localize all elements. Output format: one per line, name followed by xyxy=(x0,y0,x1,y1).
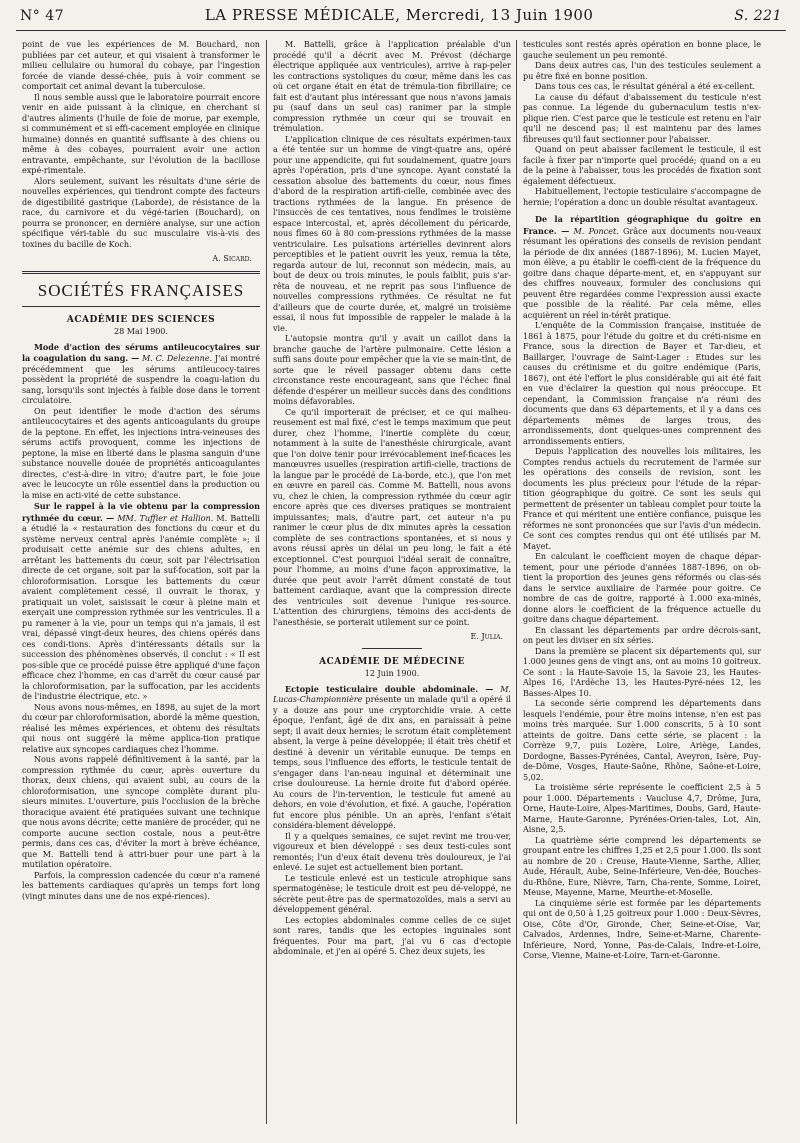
article-text: J'ai montré précédemment que les sérums antileucocy-taires possèdent la propriété de suspendre la coagu-lation du sang, lorsqu'ils sont injectés à faible dose dans le torrent circulatoire. xyxy=(22,354,260,405)
paragraph: Depuis l'application des nouvelles lois militaires, les Comptes rendus actuels du recrutement de l'armée sur les opérations des conseils de revision, sont les documents les plus précieux pour l'étude de la répar-tition géographique du goitre. Ce sont les seuls qui permettent de présenter un tableau complet pour toute la France et qui méritent une entière confiance, puisque les réformes ne sont prononcées que sur l'avis d'un médecin. Ce sont ces comptes rendus qui ont été utilisés par M. Mayet. xyxy=(523,447,761,551)
paragraph: On peut identifier le mode d'action des sérums antileucocytaires et des agents anticoagulants du groupe de la peptone. En effet, les injections intra-veineuses des sérums actifs provoquent, comme les injections de peptone, la mise en liberté dans le plasma sanguin d'une substance nouvelle douée de propriétés anticoagulantes directes, c'est-à-dire in vitro; d'autre part, le foie joue avec le leucocyte un rôle essentiel dans la production ou la mise en acti-vité de cette substance. xyxy=(22,406,260,500)
article-author: M. C. Delezenne. xyxy=(142,354,213,363)
paragraph: testicules sont restés après opération en bonne place, le gauche seulement un peu remonté. xyxy=(523,40,761,60)
paragraph: Quand on peut abaisser facilement le testicule, il est facile à fixer par n'importe quel procédé; quand on a eu de la peine à l'abaisser, tous les procédés de fixation sont également défectueux. xyxy=(523,145,761,186)
column-rule xyxy=(266,40,267,1124)
section-title: SOCIÉTÉS FRANÇAISES xyxy=(22,280,260,307)
paragraph: En classant les départements par ordre décrois-sant, on peut les diviser en six séries. xyxy=(523,625,761,645)
paragraph: point de vue les expériences de M. Bouchard, non publiées par cet auteur, et qui visaient à transformer le milieu cellulaire ou humoral du cobaye, par l'ingestion forcée de viande dessé-chée, puis à voir comment se comportait cet animal devant la tuberculose. xyxy=(22,40,260,91)
article-title: Mode d'action des sérums antileucocytaires sur la coagulation du sang. — xyxy=(22,341,260,363)
paragraph: L'enquête de la Commission française, instituée de 1861 à 1875, pour l'étude du goitre et du créti-nisme en France, sous la direction de Bayer et Tar-dieu, et Baillarger, l'ouvrage de Saint-Lager : Etudes sur les causes du crétinisme et du goitre endémique (Paris, 1867), ont été l'effort le plus considérable qui ait été fait en vue d'éclairer la question qui nous préoccupe. Et cependant, la Commission française n'a réuni des documents que dans 63 départements, et il y a dans ces départements mêmes de larges trous, des arrondissements, dont quelques-unes comprennent des arrondissements entiers. xyxy=(523,321,761,446)
column-3 xyxy=(523,40,761,1136)
article-title: Ectopie testiculaire double abdominale. — xyxy=(285,683,494,694)
article-text: M. Battelli a étudié la « restauration des fonctions du cœur et du système nerveux central après l'anémie complète »; il produisait cette anémie sur des chiens adultes, en arrêtant les battements du cœur, soit par l'électrisation directe de cet organe, soit par la suf-focation, soit par la chloroformisation. Lorsque les battements du cœur avaient complètement cessé, il ouvrait le thorax, y pratiquait un volet, saisissait le cœur à pleine main et exerçait une compression rythmée sur les ventricules. Il a pu ramener à la vie, pour un temps qui n'a jamais, il est vrai, dépassé vingt-deux heures, des chiens opérés dans ces condi-tions. Après d'intéressants détails sur la succession des phénomènes observés, il conclut : « Il est pos-sible que ce procédé puisse être appliqué d'une façon efficace chez l'homme, en cas d'arrêt du cœur causé par la chloroformisation, par la suffocation, par les accidents de l'industrie électrique, etc. » xyxy=(22,513,260,701)
paragraph: Nous avons rappelé définitivement à la santé, par la compression rythmée du cœur, après ouverture du thorax, deux chiens, qui avaient subi, au cours de la chloroformisation, une syncope complète durant plu-sieurs minutes. L'ouverture, puis l'occlusion de la brèche thoracique avaient été pratiquées suivant une technique que nous avons décrite; cette manière de procéder, qui ne comporte aucune section costale, nous a peut-être permis, dans ces cas, d'éviter la mort à brève échéance, que M. Battelli tend à attri-buer pour une part à la mutilation opératoire. xyxy=(22,755,260,869)
column-1 xyxy=(22,40,260,1136)
paragraph: Habituellement, l'ectopie testiculaire s'accompagne de hernie; l'opération a donc un double résultat avantageux. xyxy=(523,187,761,207)
article-text: présente un malade qu'il a opéré il y a douze ans pour une cryptorchidie vraie. A cette époque, l'enfant, âgé de dix ans, en paraissait à peine sept; il avait deux hernies; le scrotum était complètement absent, la verge à peine développée; il était très chétif et destiné à devenir un véritable eunuque. De temps en temps, sous l'influence des efforts, le testicule tentait de s'engager dans l'an-neau inguinal et déterminait une crise douloureuse. La hernie droite fut d'abord opérée. Au cours de l'in-tervention, le testicule fut amené au dehors, en voie d'évolution, et fixé. A gauche, l'opération fut encore plus pénible. Un an après, l'enfant s'était considéra-blement développé. xyxy=(273,695,511,830)
section-divider xyxy=(22,271,260,274)
article xyxy=(22,342,260,407)
article xyxy=(523,214,761,321)
divider xyxy=(362,648,422,649)
paragraph: Alors seulement, suivant les résultats d'une série de nouvelles expériences, qui tiendront compte des facteurs de digestibilité gastrique (Laborde), de résistance de la race, du carnivore et du végé-tarien (Bouchard), on pourra se prononcer, en dernière analyse, sur une action spécifique véri-table du suc musculaire vis-à-vis des toxines du bacille de Koch. xyxy=(22,176,260,249)
newspaper-page xyxy=(16,6,786,1136)
paragraph: Le testicule enlevé est un testicule atrophique sans spermatogénèse; le testicule droit est peu dé-veloppé, ne sécrète peut-être pas de spermatozoïdes, mais a servi au développement général. xyxy=(273,873,511,914)
paragraph: La troisième série représente le coefficient 2,5 à 5 pour 1.000. Départements : Vaucluse 4,7, Drôme, Jura, Orne, Haute-Loire, Alpes-Maritimes, Doubs, Gard, Haute-Marne, Haute-Garonne, Pyrénées-Orien-tales, Lot, Ain, Aisne, 2,5. xyxy=(523,783,761,834)
paragraph: Dans deux autres cas, l'un des testicules seulement a pu être fixé en bonne position. xyxy=(523,61,761,81)
session-date: 28 Mai 1900. xyxy=(113,327,168,336)
paragraph: Parfois, la compression cadencée du cœur n'a ramené les battements cardiaques qu'après un temps fort long (vingt minutes dans une de nos expé-riences). xyxy=(22,870,260,901)
paragraph: La cinquième série est formée par les départements qui ont de 0,50 à 1,25 goitreux pour 1.000 : Deux-Sèvres, Oise, Côte d'Or, Gironde, Cher, Seine-et-Oise, Var, Calvados, Ardennes, Indre, Seine-et-Marne, Charente-Inférieure, Nord, Yonne, Pas-de-Calais, Indre-et-Loire, Corse, Vienne, Maine-et-Loire, Tarn-et-Garonne. xyxy=(523,898,761,960)
paragraph: Dans la première se placent six départements qui, sur 1.000 jeunes gens de vingt ans, ont au moins 10 goitreux. Ce sont : la Haute-Savoie 15, la Savoie 23, les Hautes-Alpes 16, l'Ardèche 13, les Hautes-Pyré-nées 12, les Basses-Alpes 10. xyxy=(523,646,761,698)
paragraph: Ce qu'il importerait de préciser, et ce qui malheu-reusement est mal fixé, c'est le temps maximum que peut durer, chez l'homme, l'inertie complète du cœur, notamment à la suite de l'anesthésie chirurgicale, avant que l'on doive tenir pour irrévocablement inef-ficaces les manœuvres usuelles (respiration artifi-cielle, tractions de la langue par le procédé de La-borde, etc.), que l'on met en œuvre en pareil cas. Comme M. Battelli, nous avons vu, chez le chien, la compression rythmée du cœur agir encore après que ces diverses pratiques se montraient impuissantes; mais, d'autre part, cet auteur n'a pu ranimer le cœur plus de dix minutes après la cessation complète de ses contractions spontanées, et si nous y avons réussi après un délai un peu long, le fait a été exceptionnel. C'est pourquoi l'idéal serait de connaître, pour l'homme, au moins d'une façon approximative, la durée que peut avoir l'arrêt dûment constaté de tout battement cardiaque, avant que la compression directe des ventricules soit devenue l'unique res-source. L'attention des chirurgiens, témoins des acci-dents de l'anesthésie, se porterait utilement sur ce point. xyxy=(273,407,511,627)
article-text: Grâce aux documents nou-veaux résumant les opérations des conseils de revision pendant la période de dix années (1887-1896), M. Lucien Mayet, mon élève, a pu établir le coeffi-cient de la fréquence du goitre dans chaque départe-ment, et, en s'appuyant sur des chiffres nouveaux, formuler des conclusions qui peuvent être regardées comme l'expression aussi exacte que possible de la réalité. Par cela même, elles acquièrent un réel in-térêt pratique. xyxy=(523,226,761,320)
columns xyxy=(16,40,786,1136)
author-signature: A. Sicard. xyxy=(212,254,252,263)
paragraph: Il nous semble aussi que le laboratoire pourrait encore venir en aide puissant à la clinique, en cherchant si d'autres aliments (l'huile de foie de morue, par exemple, si communément et si effi-cacement employée en clinique humaine) donnés en quantité suffisante à des chiens ou même à des cobayes, pourraient avoir une action entravante, empêchante, sur l'évolution de la bacillose expé-rimentale. xyxy=(22,92,260,175)
page-number: S. 221 xyxy=(734,8,782,24)
masthead-title: LA PRESSE MÉDICALE, Mercredi, 13 Juin 1900 xyxy=(204,6,594,24)
page-header xyxy=(16,6,786,31)
article-author: MM. Tuffier et Hallion. xyxy=(117,513,214,523)
paragraph: L'application clinique de ces résultats expérimen-taux a été tentée sur un homme de vingt-quatre ans, opéré pour une appendicite, qui fut soudainement, quatre jours après l'opération, pris d'une syncope. Ayant constaté la cessation absolue des battements du cœur, nous fîmes d'abord de la respiration artifi-cielle, combinée avec des tractions rythmées de la langue. En présence de l'insuccès de ces tentatives, nous fendîmes le troisième espace intercostal, et, après décollement du péricarde, nous fîmes 60 à 80 com-pressions rythmées de la masse ventriculaire. Les pulsations artérielles devinrent alors perceptibles et le patient ouvrit les yeux, remua la tête, regarda autour de lui, reconnut son médecin, mais, au bout de deux ou trois minutes, le pouls faiblit, puis s'ar-rêta de nouveau, et ne reprit pas sous l'influence de nouvelles compressions rythmées. Ce résultat ne fut d'ailleurs que de courte durée, et, malgré un troisième essai, il nous fut impossible de rappeler le malade à la vie. xyxy=(273,134,511,333)
session-date: 12 Juin 1900. xyxy=(364,669,420,678)
paragraph: Les ectopies abdominales comme celles de ce sujet sont rares, tandis que les ectopies inguinales sont fréquentes. Pour ma part, j'ai vu 6 cas d'ectopie abdominale, et j'en ai opéré 5. Chez deux sujets, les xyxy=(273,915,511,956)
paragraph: En calculant le coefficient moyen de chaque dépar-tement, pour une période d'années 1887-1896, on ob-tient la proportion des jeunes gens réformés ou clas-sés dans le service auxiliaire de l'armée pour goitre. Ce nombre de cas de goitre, rapporté à 1.000 exa-minés, donne alors le coefficient de la fréquence actuelle du goitre dans chaque département. xyxy=(523,552,761,624)
paragraph: M. Battelli, grâce à l'application préalable d'un procédé qu'il a décrit avec M. Prévost (décharge électrique appliquée aux ventricules), arrive à rap-peler les contractions systoliques du cœur, même dans les cas où cet organe était en état de trémula-tion fibrillaire; ce fait est d'autant plus intéressant que nous n'avons jamais pu (sauf dans un seul cas) ranimer par la simple compression rythmée un cœur qui se trouvait en trémulation. xyxy=(273,40,511,133)
academy-heading: ACADÉMIE DE MÉDECINE xyxy=(319,656,465,667)
paragraph: La quatrième série comprend les départements se groupant entre les chiffres 1,25 et 2,5 pour 1.000. Ils sont au nombre de 20 : Creuse, Haute-Vienne, Sarthe, Allier, Aude, Hérault, Aube, Seine-Inférieure, Ven-dée, Bouches-du-Rhône, Eure, Nièvre, Tarn, Cha-rente, Somme, Loiret, Meuse, Mayenne, Marne, Meurthe-et-Moselle. xyxy=(523,835,761,897)
author-signature: E. Julia. xyxy=(470,632,503,641)
article-author: M. Lucas-Championnière xyxy=(273,684,511,704)
article-title: Sur le rappel à la vie obtenu par la compression rythmée du cœur. — xyxy=(22,501,260,523)
paragraph: Nous avons nous-mêmes, en 1898, au sujet de la mort du cœur par chloroformisation, abordé la même question, réalisé les mêmes expériences, et obtenu des résultats qui nous ont suggéré la même applica-tion pratique relative aux syncopes cardiaques chez l'homme. xyxy=(22,702,260,754)
paragraph: La cause du défaut d'abaissement du testicule n'est pas connue. La légende du gubernaculum testis n'ex-plique rien. C'est parce que le testicule est retenu en l'air qu'il ne descend pas; il est maintenu par des lames fibreuses qu'il faut sectionner pour l'abaisser. xyxy=(523,92,761,144)
issue-number: N° 47 xyxy=(20,8,65,24)
paragraph: Il y a quelques semaines, ce sujet revint me trou-ver, vigoureux et bien développé : ses deux testi-cules sont remontés; l'un d'eux était devenu très douloureux, je l'ai enlevé. Le sujet est actuellement bien portant. xyxy=(273,831,511,872)
column-rule xyxy=(516,40,517,1124)
article-title: De la répartition géographique du goitre en France. — xyxy=(523,214,761,236)
article xyxy=(273,684,511,832)
paragraph: La seconde série comprend les départements dans lesquels l'endémie, pour être moins intense, n'en est pas moins très marquée. Sur 1.000 conscrits, 5 à 10 sont atteints de goitre. Dans cette série, se placent : la Corrèze 9,7, puis Lozère, Loire, Ariège, Landes, Dordogne, Basses-Pyrénées, Cantal, Aveyron, Isère, Puy-de-Dôme, Vosges, Haute-Saône, Rhône, Saône-et-Loire, 5,02. xyxy=(523,699,761,782)
article xyxy=(22,501,260,703)
paragraph: L'autopsie montra qu'il y avait un caillot dans la branche gauche de l'artère pulmonaire. Cette lésion a suffi sans doute pour empêcher que la vie se main-tînt, de sorte que le réveil passager obtenu dans cette circonstance reste encourageant, sans que l'échec final défende d'espérer un meilleur succès dans des conditions moins défavorables. xyxy=(273,334,511,406)
column-2 xyxy=(273,40,511,1136)
academy-heading: ACADÉMIE DES SCIENCES xyxy=(66,314,216,325)
paragraph: Dans tous ces cas, le résultat général a été ex-cellent. xyxy=(535,82,756,91)
article-author: M. Poncet. xyxy=(573,226,619,236)
